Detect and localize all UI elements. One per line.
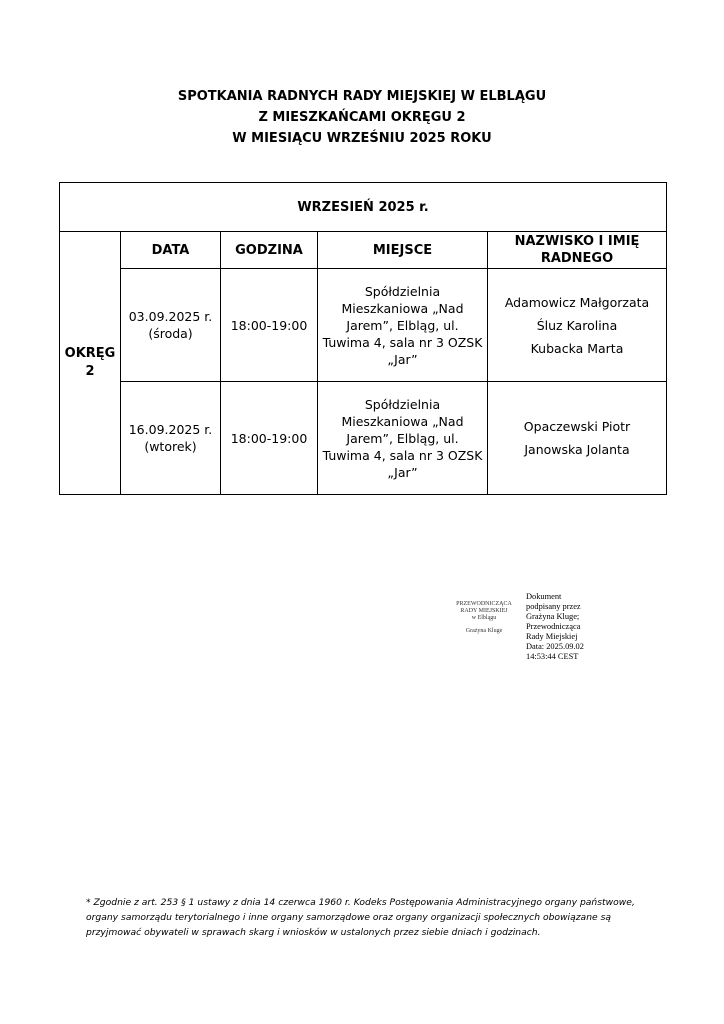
table-row <box>60 269 667 382</box>
place-cell: Spółdzielnia Mieszkaniowa „Nad Jarem”, Elbląg, ul. Tuwima 4, sala nr 3 OZSK „Jar” <box>318 382 488 495</box>
stamp-org: RADY MIEJSKIEJ <box>460 608 508 614</box>
councillors-cell <box>488 382 667 495</box>
schedule-table <box>59 182 667 495</box>
date-cell <box>121 382 221 495</box>
weekday-value: (wtorek) <box>144 439 197 454</box>
councillor-name: Janowska Jolanta <box>524 442 630 457</box>
table-row <box>60 382 667 495</box>
councillors-cell <box>488 269 667 382</box>
month-heading: WRZESIEŃ 2025 r. <box>60 183 667 232</box>
councillor-name: Opaczewski Piotr <box>523 419 631 434</box>
document-title <box>0 86 724 149</box>
district-cell: OKRĘG 2 <box>60 232 121 495</box>
footnote: * Zgodnie z art. 253 § 1 ustawy z dnia 14 czerwca 1960 r. Kodeks Postępowania Administracyjnego organy państwowe, organy samorządu terytorialnego i inne organy samorządowe oraz organy organizacji społecznych obowiązane są przyjmować obywateli w sprawach skarg i wniosków w ustalonych przez siebie dniach i godzinach. <box>86 897 635 938</box>
column-header-time: GODZINA <box>221 232 318 269</box>
date-value: 16.09.2025 r. <box>128 422 213 437</box>
councillor-name: Kubacka Marta <box>530 340 624 356</box>
stamp-city: w Elblągu <box>471 615 497 621</box>
time-cell: 18:00-19:00 <box>221 382 318 495</box>
month-row <box>60 183 667 232</box>
councillor-name: Śluz Karolina <box>536 317 618 333</box>
date-value: 03.09.2025 r. <box>128 309 213 324</box>
stamp-title: PRZEWODNICZĄCA <box>456 601 512 607</box>
date-cell <box>121 269 221 382</box>
column-header-row <box>60 232 667 269</box>
weekday-value: (środa) <box>148 326 193 341</box>
digital-signature-note: Dokument podpisany przez Grażyna Kluge; Przewodnicząca Rady Miejskiej Data: 2025.09.02 14:53:44 CEST <box>526 592 584 661</box>
title-line-1: SPOTKANIA RADNYCH RADY MIEJSKIEJ W ELBLĄGU <box>177 89 547 104</box>
time-cell: 18:00-19:00 <box>221 269 318 382</box>
title-line-2: Z MIESZKAŃCAMI OKRĘGU 2 <box>258 110 466 125</box>
place-cell: Spółdzielnia Mieszkaniowa „Nad Jarem”, Elbląg, ul. Tuwima 4, sala nr 3 OZSK „Jar” <box>318 269 488 382</box>
stamp-name: Grażyna Kluge <box>465 628 503 634</box>
column-header-date: DATA <box>121 232 221 269</box>
column-header-place: MIEJSCE <box>318 232 488 269</box>
councillor-name: Adamowicz Małgorzata <box>504 294 650 310</box>
column-header-name: NAZWISKO I IMIĘ RADNEGO <box>488 232 667 269</box>
chair-stamp <box>444 601 524 635</box>
title-line-3: W MIESIĄCU WRZEŚNIU 2025 ROKU <box>232 131 492 146</box>
